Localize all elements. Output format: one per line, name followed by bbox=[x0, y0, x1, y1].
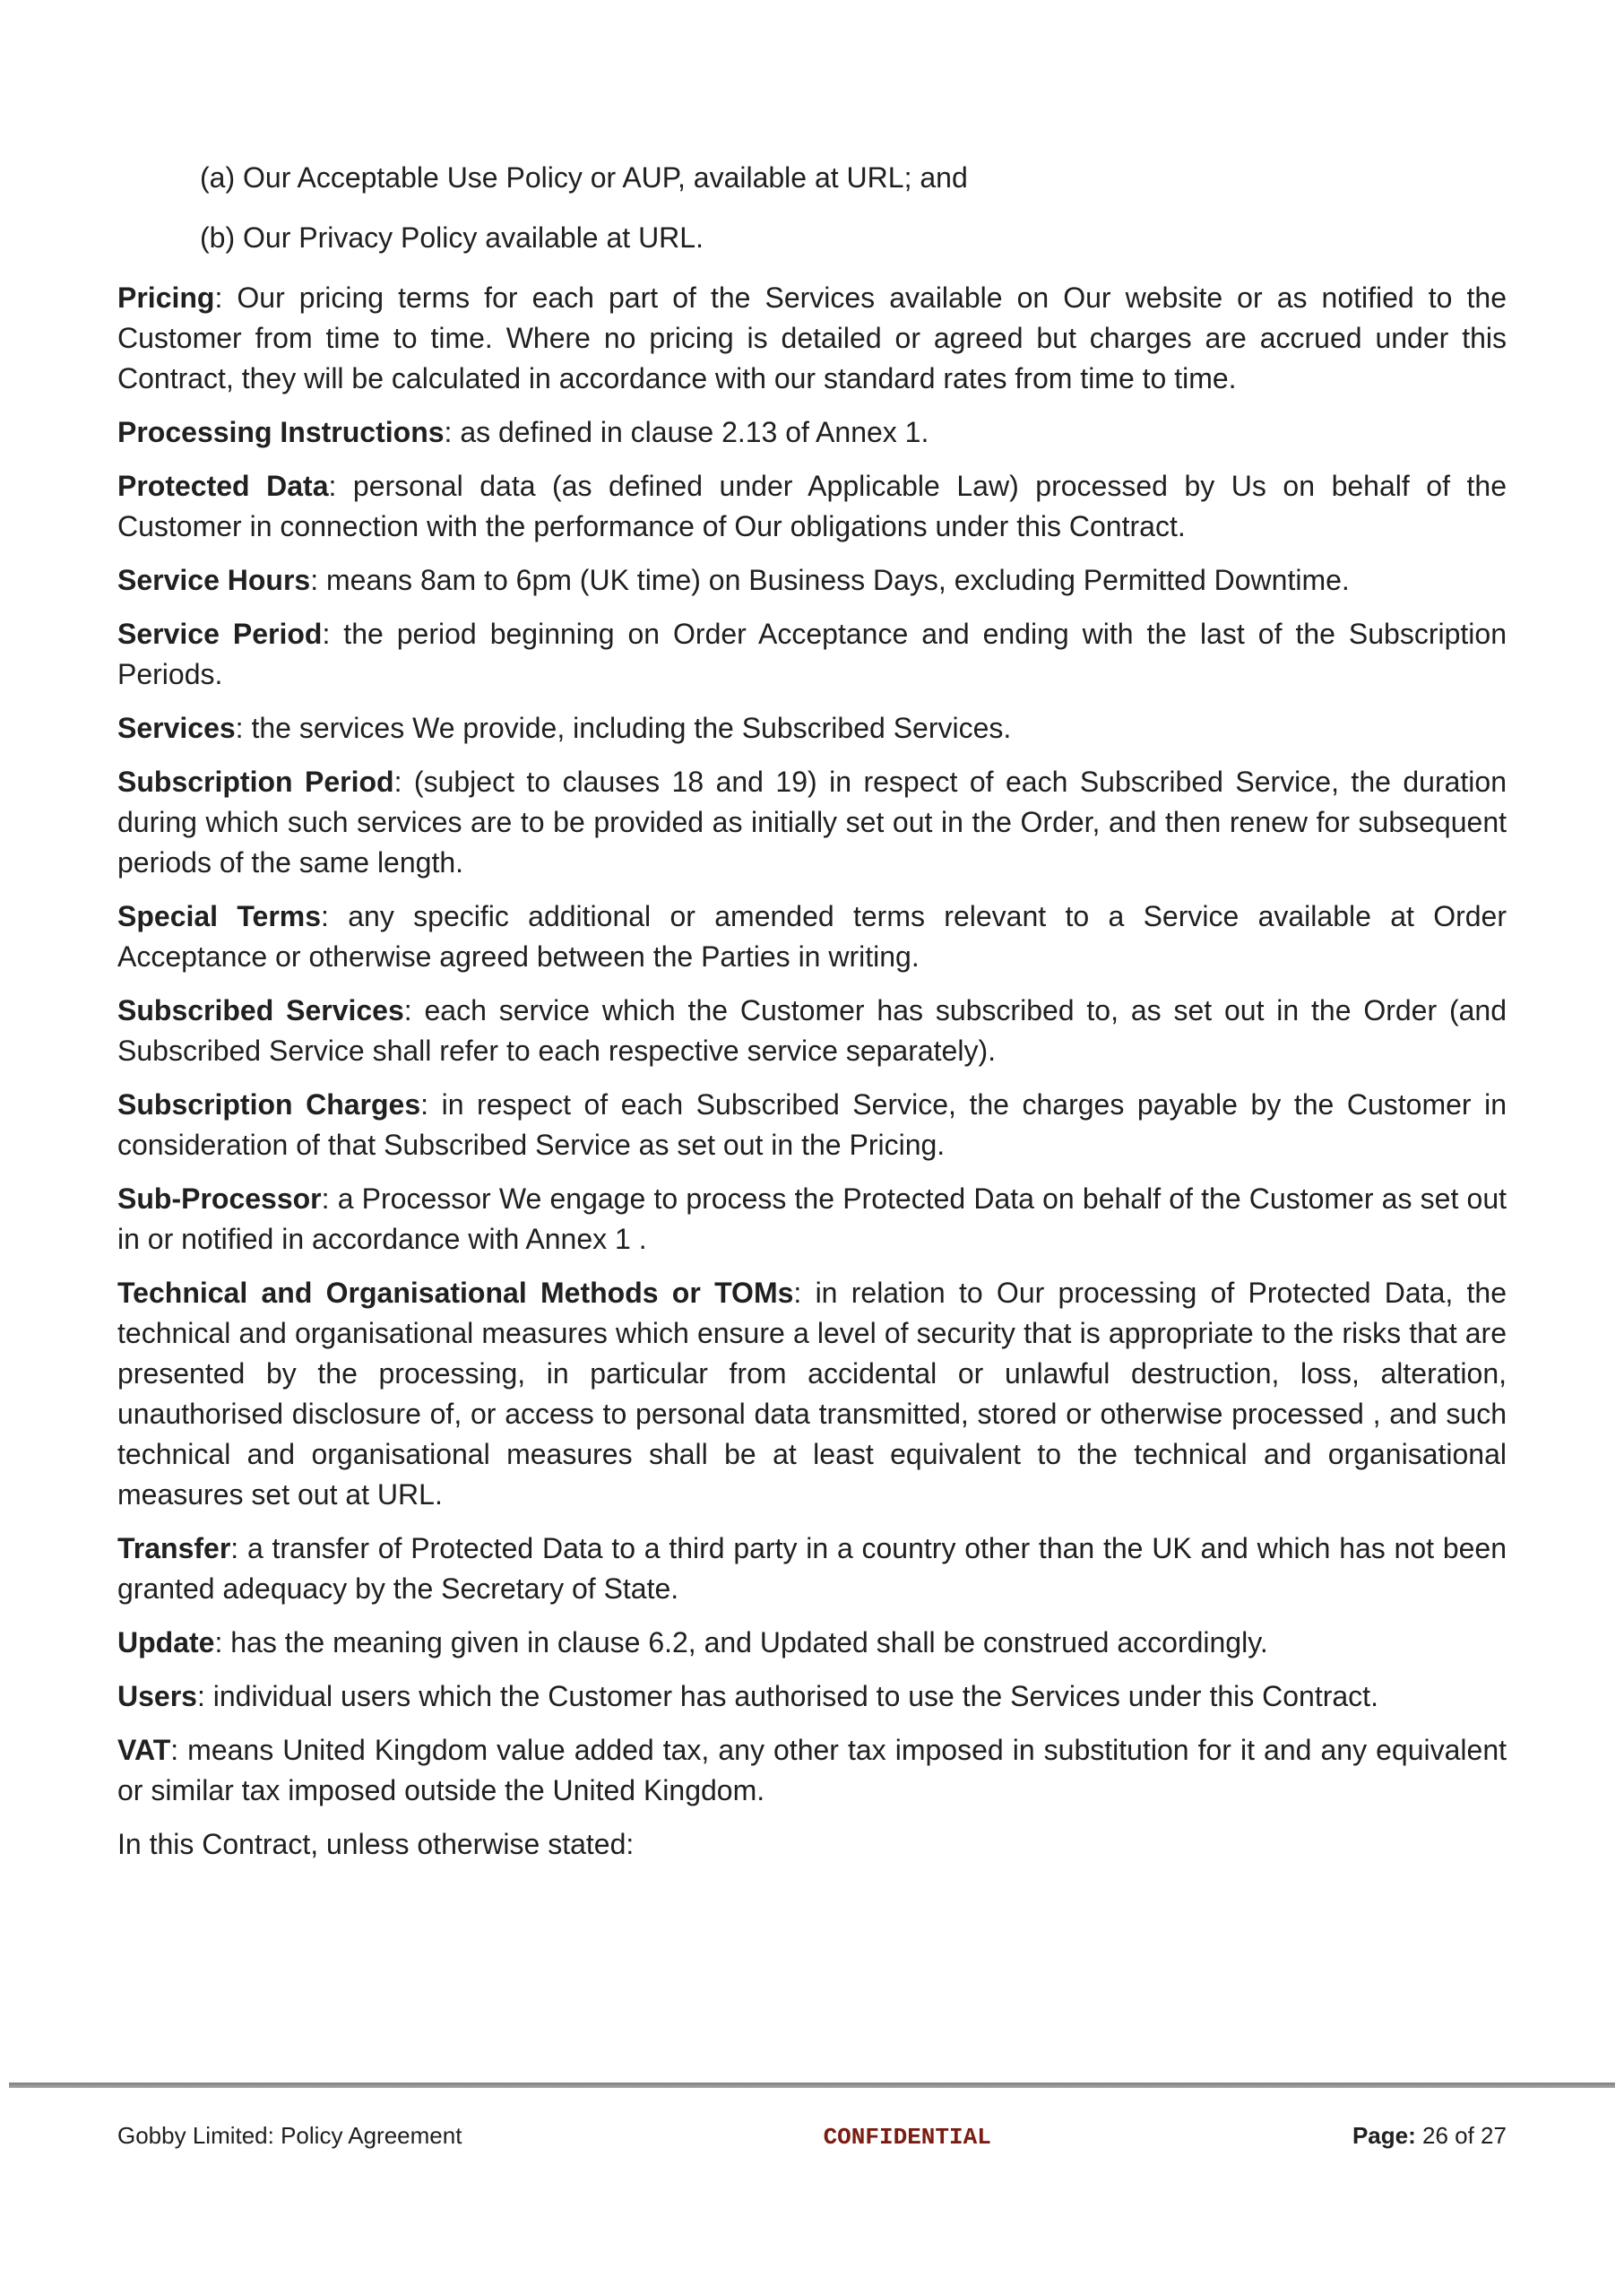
definition-paragraph-protected-data bbox=[117, 466, 1507, 547]
definition-term: Users bbox=[117, 1680, 197, 1712]
definition-term: Protected Data bbox=[117, 470, 329, 502]
definition-text: : a Processor We engage to process the Protected Data on behalf of the Customer as set out in or notified in accordance with Annex 1 . bbox=[117, 1182, 1507, 1255]
definition-text: : (subject to clauses 18 and 19) in respect of each Subscribed Service, the duration during which such services are to be provided as initially set out in the Order, and then renew for subsequent periods of the same length. bbox=[117, 766, 1507, 879]
list-item-text: (a) Our Acceptable Use Policy or AUP, available at URL; and bbox=[200, 161, 968, 194]
definition-text: : personal data (as defined under Applicable Law) processed by Us on behalf of the Customer in connection with the performance of Our obligations under this Contract. bbox=[117, 470, 1507, 542]
definition-paragraph-service-hours bbox=[117, 560, 1507, 601]
definition-term: Special Terms bbox=[117, 900, 322, 932]
definition-term: Service Period bbox=[117, 618, 323, 650]
footer-document-title: Gobby Limited: Policy Agreement bbox=[117, 2122, 462, 2149]
document-body bbox=[117, 158, 1507, 1865]
definition-term: Pricing bbox=[117, 281, 215, 314]
list-item-a bbox=[117, 158, 1507, 198]
definition-text: : means United Kingdom value added tax, any other tax imposed in substitution for it and any equivalent or similar tax imposed outside the United Kingdom. bbox=[117, 1734, 1507, 1806]
definition-text: : individual users which the Customer has authorised to use the Services under this Contract. bbox=[196, 1680, 1378, 1712]
definition-term: Technical and Organisational Methods or TOMs bbox=[117, 1277, 794, 1309]
definition-paragraph-transfer bbox=[117, 1529, 1507, 1609]
definition-term: Transfer bbox=[117, 1532, 231, 1564]
definition-text: : the services We provide, including the Subscribed Services. bbox=[235, 712, 1012, 744]
definition-term: VAT bbox=[117, 1734, 171, 1766]
definition-paragraph-toms bbox=[117, 1273, 1507, 1515]
page-footer bbox=[117, 2121, 1507, 2152]
closing-line-text: In this Contract, unless otherwise stated: bbox=[117, 1828, 635, 1860]
definition-text: : the period beginning on Order Acceptance and ending with the last of the Subscription Periods. bbox=[117, 618, 1507, 690]
definition-paragraph-subscription-period bbox=[117, 762, 1507, 883]
definition-paragraph-processing-instructions bbox=[117, 412, 1507, 453]
definition-paragraph-sub-processor bbox=[117, 1179, 1507, 1260]
definition-text: : means 8am to 6pm (UK time) on Business Days, excluding Permitted Downtime. bbox=[310, 564, 1350, 596]
definition-term: Update bbox=[117, 1626, 215, 1658]
definition-term: Services bbox=[117, 712, 236, 744]
footer-divider bbox=[9, 2083, 1615, 2088]
definition-text: : in relation to Our processing of Protected Data, the technical and organisational measures which ensure a level of security that is appropriate to the risks that are presented by the processing, in particular from accidental or unlawful destruction, loss, alteration, unauthorised disclosure of, or access to personal data transmitted, stored or otherwise processed , and such technical and organisational measures shall be at least equivalent to the technical and organisational measures set out at URL. bbox=[117, 1277, 1507, 1511]
footer-page-number bbox=[1352, 2121, 1507, 2150]
definition-term: Service Hours bbox=[117, 564, 311, 596]
definition-paragraph-subscribed-services bbox=[117, 991, 1507, 1071]
definition-term: Processing Instructions bbox=[117, 416, 445, 448]
definition-text: : any specific additional or amended terms relevant to a Service available at Order Acceptance or otherwise agreed between the Parties in writing. bbox=[117, 900, 1507, 973]
definition-paragraph-special-terms bbox=[117, 896, 1507, 977]
footer-page-value: 26 of 27 bbox=[1415, 2122, 1507, 2149]
definition-term: Subscription Period bbox=[117, 766, 394, 798]
definition-term: Sub-Processor bbox=[117, 1182, 322, 1215]
definition-paragraph-users bbox=[117, 1676, 1507, 1717]
definition-paragraph-update bbox=[117, 1623, 1507, 1663]
definition-text: : as defined in clause 2.13 of Annex 1. bbox=[444, 416, 929, 448]
list-item-b bbox=[117, 218, 1507, 258]
closing-line bbox=[117, 1824, 1507, 1865]
definition-paragraph-vat bbox=[117, 1730, 1507, 1811]
definition-text: : a transfer of Protected Data to a third party in a country other than the UK and which has not been granted adequacy by the Secretary of State. bbox=[117, 1532, 1507, 1605]
definition-text: : each service which the Customer has subscribed to, as set out in the Order (and Subscribed Service shall refer to each respective service separately). bbox=[117, 994, 1507, 1067]
definition-term: Subscribed Services bbox=[117, 994, 404, 1026]
definition-text: : in respect of each Subscribed Service, the charges payable by the Customer in consideration of that Subscribed Service as set out in the Pricing. bbox=[117, 1088, 1507, 1161]
definition-text: : has the meaning given in clause 6.2, and Updated shall be construed accordingly. bbox=[214, 1626, 1268, 1658]
definition-paragraph-services bbox=[117, 708, 1507, 749]
definition-text: : Our pricing terms for each part of the Services available on Our website or as notified to the Customer from time to time. Where no pricing is detailed or agreed but charges are accrued under this Contract, they will be calculated in accordance with our standard rates from time to time. bbox=[117, 281, 1507, 394]
list-item-text: (b) Our Privacy Policy available at URL. bbox=[200, 221, 704, 254]
definition-term: Subscription Charges bbox=[117, 1088, 421, 1121]
definition-paragraph-pricing bbox=[117, 278, 1507, 399]
definition-paragraph-subscription-charges bbox=[117, 1085, 1507, 1165]
definition-paragraph-service-period bbox=[117, 614, 1507, 695]
footer-page-label: Page: bbox=[1352, 2122, 1416, 2149]
footer-confidential-label: CONFIDENTIAL bbox=[823, 2124, 991, 2151]
